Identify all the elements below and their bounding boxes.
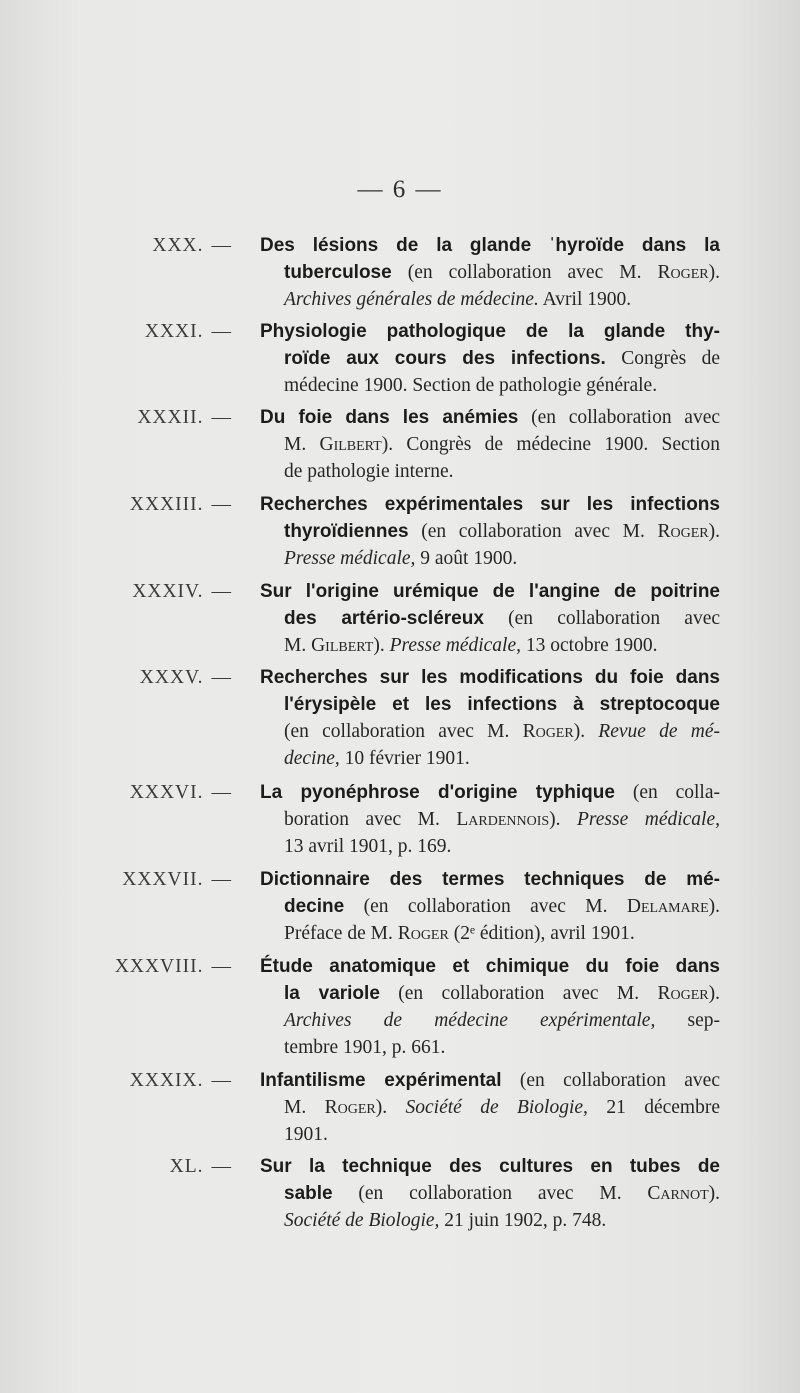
- em-dash-separator: —: [211, 1156, 232, 1177]
- entry-detail: M.: [284, 1097, 325, 1118]
- entry-detail: (en collaboration avec M.: [379, 983, 658, 1004]
- author-name: Roger: [657, 521, 709, 542]
- entry-detail: ).: [708, 983, 720, 1004]
- entry-title: Sur l'origine urémique de l'angine de poitrine: [260, 581, 720, 602]
- entry-detail: (en collaboration avec M.: [391, 262, 658, 283]
- author-name: Lardennois: [456, 809, 550, 830]
- entry-line: [284, 545, 720, 572]
- em-dash-separator: —: [211, 321, 232, 342]
- entry-line: [260, 404, 720, 431]
- entry-detail: médecine 1900. Section de pathologie générale.: [284, 375, 658, 396]
- entry-text: [260, 232, 720, 313]
- entry-text: [260, 318, 720, 399]
- entry-numeral-text: XXXV.: [139, 667, 204, 688]
- entry-line: [260, 1153, 720, 1180]
- entry-text: [260, 491, 720, 572]
- entry-numeral: [137, 404, 232, 431]
- entry-title: la variole: [284, 983, 380, 1004]
- entry-line: [284, 893, 720, 920]
- entry-line: [284, 806, 720, 833]
- entry-detail: ).: [708, 262, 720, 283]
- entry-detail: Préface de M.: [284, 923, 398, 944]
- entry-detail: de pathologie interne.: [284, 461, 454, 482]
- entry-text: [260, 1153, 720, 1234]
- journal-name: Société de Biologie,: [284, 1210, 440, 1231]
- entry-line: [284, 1121, 720, 1148]
- entry-detail: ).: [549, 809, 577, 830]
- entry-line: [260, 318, 720, 345]
- em-dash-separator: —: [211, 956, 232, 977]
- entry-numeral-text: XXXVII.: [122, 869, 204, 890]
- entry-detail: ).: [708, 1183, 720, 1204]
- entry-line: [260, 953, 720, 980]
- entry-detail: ).: [573, 721, 599, 742]
- entry-detail: (en colla-: [614, 782, 720, 803]
- entry-line: [284, 745, 720, 772]
- entry-title: Dictionnaire des termes techniques de mé-: [260, 869, 720, 890]
- page-number: — 6 —: [357, 176, 443, 203]
- entry-detail: 9 août 1900.: [415, 548, 518, 569]
- entry-line: [284, 920, 720, 947]
- entry-line: [284, 518, 720, 545]
- entry-line: [284, 372, 720, 399]
- author-name: Carnot: [647, 1183, 709, 1204]
- entry-line: [284, 1094, 720, 1121]
- entry-line: [260, 1067, 720, 1094]
- entry-line: [284, 345, 720, 372]
- entry-title: decine: [284, 896, 345, 917]
- entry-text: [260, 1067, 720, 1148]
- entry-title: Physiologie pathologique de la glande thy-: [260, 321, 720, 342]
- entry-line: [260, 491, 720, 518]
- entry-line: [260, 578, 720, 605]
- author-name: Gilbert: [311, 635, 374, 656]
- entry-detail: tembre 1901, p. 661.: [284, 1037, 446, 1058]
- entry-detail: (en collaboration avec M.: [344, 896, 627, 917]
- journal-name: Revue de mé-: [598, 721, 720, 742]
- entry-numeral-text: XXX.: [152, 235, 204, 256]
- em-dash-separator: —: [211, 782, 232, 803]
- entry-detail: (en collaboration avec M.: [408, 521, 658, 542]
- journal-name: Presse médicale,: [284, 548, 416, 569]
- entry-numeral-text: XL.: [169, 1156, 204, 1177]
- em-dash-separator: —: [211, 869, 232, 890]
- author-name: Roger: [397, 923, 449, 944]
- entry-detail: 21 décembre: [587, 1097, 720, 1118]
- entry-title: sable: [284, 1183, 333, 1204]
- entry-detail: (en collaboration avec: [518, 407, 720, 428]
- entry-detail: 1901.: [284, 1124, 328, 1145]
- entry-text: [260, 953, 720, 1061]
- entry-numeral: [145, 318, 232, 345]
- em-dash-separator: —: [211, 581, 232, 602]
- entry-line: [284, 718, 720, 745]
- entry-text: [260, 779, 720, 860]
- entry-numeral-text: XXXI.: [144, 321, 204, 342]
- entry-detail: M.: [284, 434, 320, 455]
- entry-line: [284, 259, 720, 286]
- entry-title: Sur la technique des cultures en tubes de: [260, 1156, 720, 1177]
- entry-text: [260, 578, 721, 659]
- journal-name: Archives générales de médecine.: [284, 289, 539, 310]
- entry-detail: 13 avril 1901, p. 169.: [284, 836, 452, 857]
- entry-line: [260, 866, 720, 893]
- author-name: Delamare: [626, 896, 709, 917]
- entry-line: [284, 286, 720, 313]
- entry-title: thyroïdiennes: [284, 521, 409, 542]
- entry-title: Étude anatomique et chimique du foie dans: [260, 956, 720, 977]
- entry-numeral: [170, 1153, 232, 1180]
- entry-detail: ).: [708, 896, 720, 917]
- entry-numeral: [130, 779, 232, 806]
- author-name: Roger: [522, 721, 574, 742]
- entry-line: [284, 431, 720, 458]
- entry-numeral: [140, 664, 232, 691]
- em-dash-separator: —: [211, 235, 232, 256]
- em-dash-separator: —: [211, 494, 232, 515]
- entry-detail: ).: [708, 521, 720, 542]
- entry-numeral-text: XXXII.: [137, 407, 204, 428]
- journal-name: Presse médicale,: [389, 635, 521, 656]
- entry-text: [260, 664, 720, 772]
- entry-line: [284, 632, 720, 659]
- entry-detail: (en collaboration avec M.: [332, 1183, 648, 1204]
- journal-name: decine,: [284, 748, 340, 769]
- entry-line: [284, 458, 720, 485]
- author-name: Roger: [657, 983, 709, 1004]
- entry-line: [284, 1007, 720, 1034]
- entry-detail: (en collaboration avec M.: [284, 721, 523, 742]
- entry-numeral-text: XXXIX.: [129, 1070, 204, 1091]
- entry-detail: (2ᵉ édition), avril 1901.: [448, 923, 635, 944]
- entry-numeral-text: XXXIV.: [132, 581, 204, 602]
- entry-title: tuberculose: [284, 262, 392, 283]
- entry-title: des artério-scléreux: [284, 608, 484, 629]
- entry-detail: Avril 1900.: [538, 289, 632, 310]
- entry-detail: M.: [284, 635, 312, 656]
- entry-numeral-text: XXXVIII.: [114, 956, 204, 977]
- entry-text: [260, 866, 720, 947]
- entry-line: [260, 664, 720, 691]
- entry-title: Recherches sur les modifications du foie dans: [260, 667, 720, 688]
- entry-numeral: [132, 578, 232, 605]
- author-name: Roger: [324, 1097, 376, 1118]
- entry-title: roïde aux cours des infections.: [284, 348, 606, 369]
- author-name: Gilbert: [319, 434, 382, 455]
- entry-line: [284, 691, 720, 718]
- entry-line: [284, 1180, 720, 1207]
- entry-title: La pyonéphrose d'origine typhique: [260, 782, 615, 803]
- journal-name: Presse médicale,: [577, 809, 720, 830]
- entry-detail: ). Congrès de médecine 1900. Section: [381, 434, 720, 455]
- entry-detail: (en collaboration avec: [501, 1070, 720, 1091]
- entry-detail: sep-: [655, 1010, 720, 1031]
- entry-title: Recherches expérimentales sur les infections: [260, 494, 720, 515]
- em-dash-separator: —: [211, 407, 232, 428]
- entry-title: Des lésions de la glande ˈhyroïde dans la: [260, 235, 720, 256]
- entry-line: [284, 1207, 720, 1234]
- entry-detail: boration avec M.: [284, 809, 457, 830]
- entry-numeral: [115, 953, 232, 980]
- entry-detail: 21 juin 1902, p. 748.: [439, 1210, 607, 1231]
- entry-numeral-text: XXXIII.: [129, 494, 204, 515]
- entry-line: [260, 779, 720, 806]
- entry-line: [260, 232, 720, 259]
- entry-detail: Congrès de: [605, 348, 720, 369]
- entry-numeral: [122, 866, 232, 893]
- entry-detail: ).: [373, 635, 390, 656]
- entry-detail: 10 février 1901.: [339, 748, 470, 769]
- entry-title: Infantilisme expérimental: [260, 1070, 502, 1091]
- entry-line: [284, 605, 720, 632]
- entry-numeral-text: XXXVI.: [129, 782, 204, 803]
- entry-numeral: [130, 1067, 232, 1094]
- author-name: Roger: [657, 262, 709, 283]
- entry-detail: 13 octobre 1900.: [521, 635, 658, 656]
- entry-detail: (en collaboration avec: [483, 608, 721, 629]
- em-dash-separator: —: [211, 667, 232, 688]
- entry-numeral: [152, 232, 232, 259]
- journal-name: Société de Biologie,: [405, 1097, 588, 1118]
- entry-line: [284, 1034, 720, 1061]
- em-dash-separator: —: [211, 1070, 232, 1091]
- entry-numeral: [130, 491, 232, 518]
- entry-line: [284, 980, 720, 1007]
- entry-detail: ).: [375, 1097, 406, 1118]
- journal-name: Archives de médecine expérimentale,: [284, 1010, 656, 1031]
- entry-text: [260, 404, 720, 485]
- entry-title: Du foie dans les anémies: [260, 407, 519, 428]
- entry-line: [284, 833, 720, 860]
- entry-title: l'érysipèle et les infections à streptocoque: [284, 694, 720, 715]
